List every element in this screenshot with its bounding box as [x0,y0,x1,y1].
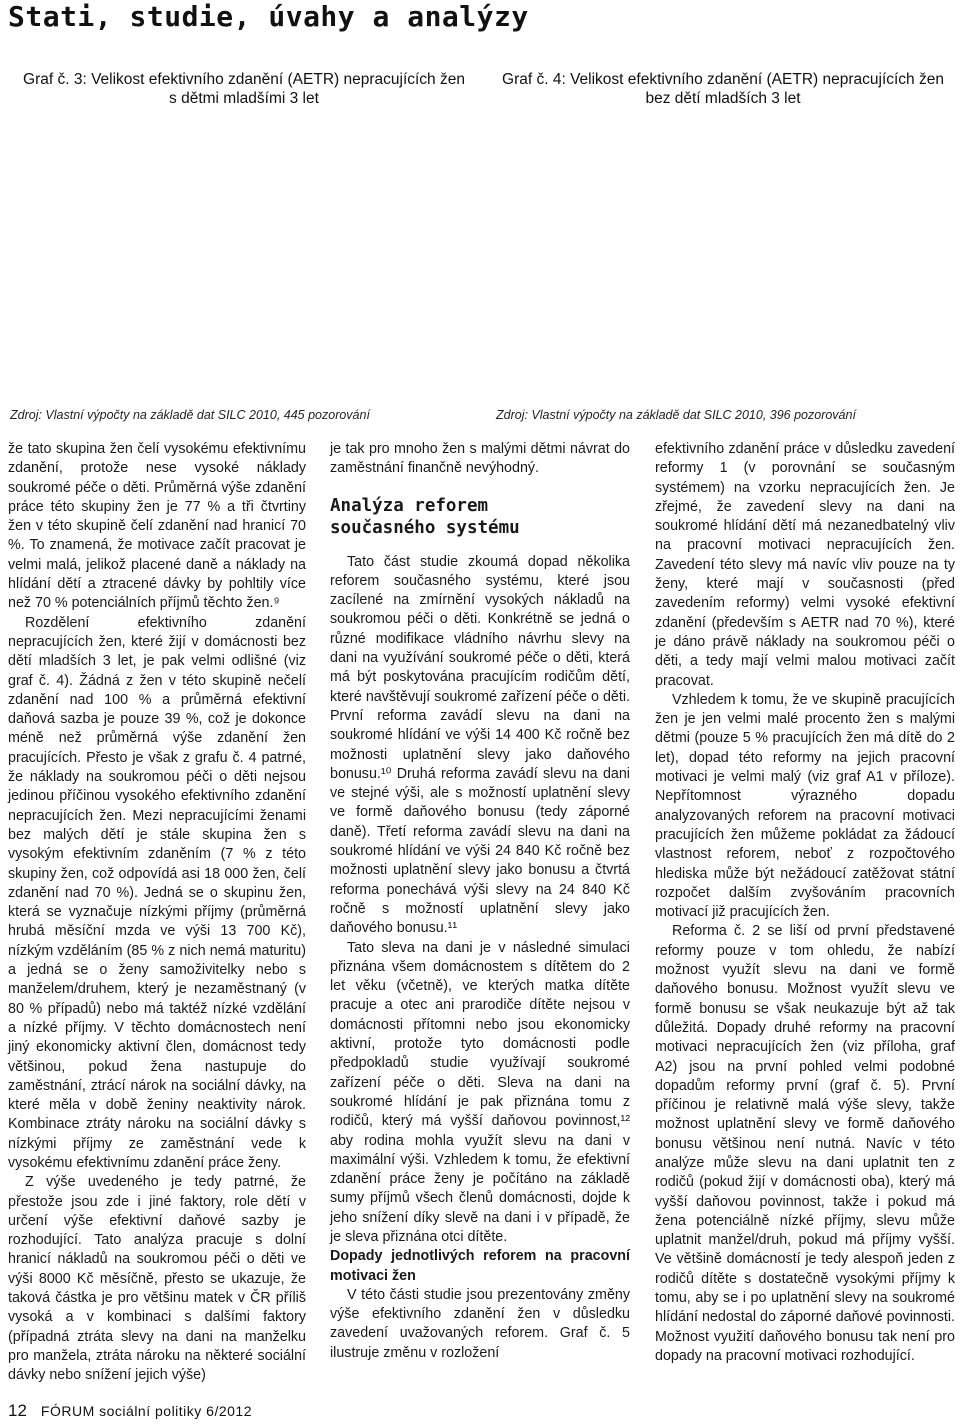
journal-name: FÓRUM sociální politiky 6/2012 [40,1403,252,1419]
text-column-3 [655,440,955,1366]
section-title: Stati, studie, úvahy a analýzy [8,0,529,33]
graf3-caption [10,70,478,108]
graf4-source: Zdroj: Vlastní výpočty na základě dat SILC 2010, 396 pozorování [496,408,856,422]
col2-paragraph-4: V této části studie jsou prezentovány změny výše efektivního zdanění žen v důsledku zavedení uvažovaných reforem. Graf č. 5 ilustruje změnu v rozložení [330,1286,630,1361]
col1-paragraph-1: že tato skupina žen čelí vysokému efektivnímu zdanění, protože nese vysoké náklady soukromé péče o děti. Průměrná výše zdanění práce této skupiny žen je 77 % a tři čtvrtiny žen v této skupině čelí zdanění nad hranicí 70 %. To znamená, že motivace začít pracovat je velmi malá, jelikož placené daně a náklady na hlídání dětí a ztracené dávky by pohltily více než 70 % potenciálních příjmů těchto žen.⁹ [8,441,306,612]
text-column-1 [8,440,306,1386]
page-footer [8,1401,252,1421]
graf4-caption-line1: Graf č. 4: Velikost efektivního zdanění (AETR) nepracujících žen [502,71,944,88]
text-column-2 [330,440,630,1363]
graf4-caption-line2: bez dětí mladších 3 let [645,90,801,107]
col2-paragraph-1: je tak pro mnoho žen s malými dětmi návrat do zaměstnání finančně nevýhodný. [330,441,630,477]
col2-heading-line2: současného systému [330,517,520,538]
col3-paragraph-1: efektivního zdanění práce v důsledku zavedení reformy 1 (v porovnání se současným systémem) na vzorku nepracujících žen. Je zřejmé, že zavedení slevy na dani na soukromé hlídání dětí má nezanedbatelný vliv na pracovní motivaci nepracujících žen. Zavedení této slevy má navíc vliv pouze na ty ženy, které mají v současnosti (před zavedením reformy) velmi vysoké efektivní zdanění (především s AETR nad 70 %), které je dáno právě náklady na soukromou péči o děti, a tedy mají velmi malou motivaci začít pracovat. [655,441,955,689]
col2-heading-analyza-reforem [330,495,630,539]
graf3-figure-area [10,112,478,402]
col2-heading-dopady: Dopady jednotlivých reforem na pracovní motivaci žen [330,1248,630,1284]
graf4-figure-area [490,112,956,402]
graf3-caption-line1: Graf č. 3: Velikost efektivního zdanění (AETR) nepracujících žen [23,71,465,88]
col2-paragraph-2: Tato část studie zkoumá dopad několika reforem současného systému, které jsou zacílené na zmírnění vysokých nákladů na soukromou péči o děti. Konkrétně se jedná o různé modifikace vládního návrhu slevy na dani na využívání soukromé péče o děti, která má být poskytována pracujícím rodičům dětí, které navštěvují soukromé zařízení péče o děti. První reforma zavádí slevu na dani na soukromé hlídání ve výši 14 400 Kč ročně bez možnosti uplatnění slevy jako daňového bonusu.¹⁰ Druhá reforma zavádí slevu na dani ve stejné výši, ale s možností uplatnění slevy ve formě daňového bonusu (tedy záporné daně). Třetí reforma zavádí slevu na dani na soukromé hlídání ve výši 24 840 Kč ročně bez možnosti uplatnění slevy jako bonusu a čtvrtá reforma ponechává výši slevy na 24 840 Kč ročně s možností uplatnění slevy jako daňového bonusu.¹¹ [330,553,630,937]
col2-heading-line1: Analýza reforem [330,495,489,516]
col1-paragraph-3: Z výše uvedeného je tedy patrné, že přestože jsou zde i jiné faktory, role dětí v určení výše efektivní daňové sazby je rozhodující. Tato analýza pracuje s dolní hranicí nákladů na soukromou péči o děti ve výši 8000 Kč měsíčně, přesto se ukazuje, že taková částka je pro většinu matek v ČR příliš vysoká a v kombinaci s dalšími faktory (případná ztráta slevy na dani na manželku pro manžela, ztráta nároku na některé sociální dávky nebo snížení jejich výše) [8,1174,306,1384]
col2-paragraph-3: Tato sleva na dani je v následné simulaci přiznána všem domácnostem s dítětem do 2 let věku (včetně), ve kterých matka dítěte pracuje a otec ani prarodiče dítěte nejsou v domácnosti přítomni nebo jsou ekonomicky aktivní, protože tyto domácnosti podle předpokladů studie využívají soukromé zařízení péče o děti. Sleva na dani na soukromé hlídání je pak přiznána tomu z rodičů, který má vyšší daňovou povinnost,¹² aby rodina mohla využít slevu na dani v maximální výši. Vzhledem k tomu, že efektivní zdanění práce ženy je počítáno na základě sumy příjmů všech členů domácnosti, dojde k jeho snížení díky slevě na dani i v případě, že je sleva přiznána otci dítěte. [330,939,630,1245]
graf3-source: Zdroj: Vlastní výpočty na základě dat SILC 2010, 445 pozorování [10,408,370,422]
graf3-caption-line2: s dětmi mladšími 3 let [169,90,319,107]
col1-paragraph-2: Rozdělení efektivního zdanění nepracujících žen, které žijí v domácnosti bez dětí mladších 3 let, je pak velmi odlišné (viz graf č. 4). Žádná z žen v této skupině nečelí zdanění nad 100 % a průměrná efektivní daňová sazba je pouze 39 %, což je dokonce méně než průměrná výše zdanění žen pracujících. Přesto je však z grafu č. 4 patrné, že náklady na soukromou péči o děti nejsou jedinou příčinou vysokého efektivního zdanění nepracujících žen. Mezi nepracujícími ženami bez malých dětí je stále skupina žen s vysokým efektivním zdaněním (7 % z této skupiny žen, což odpovídá asi 18 000 žen, čelí zdanění nad 70 %). Jedná se o skupinu žen, která se vyznačuje nízkými příjmy (průměrná hrubá měsíční mzda ve výši 13 700 Kč), nízkým vzděláním (85 % z nich nemá maturitu) a jedná se o ženy samoživitelky nebo s manželem/druhem, který je nezaměstnaný (v 80 % případů) nebo má taktéž nízké vzdělání a nízké příjmy. V těchto domácnostech není jiný ekonomicky aktivní člen, domácnost tedy většinou, pokud žena nastupuje do zaměstnání, ztrácí nárok na sociální dávky, na které měla v době ženiny neaktivity nárok. Kombinace ztráty nároku na sociální dávky s nízkými příjmy ze zaměstnání vede k vysokému efektivnímu zdanění práce ženy. [8,614,306,1171]
col3-paragraph-2: Vzhledem k tomu, že ve skupině pracujících žen je jen velmi malé procento žen s malými dětmi (pouze 5 % pracujících žen má dítě do 2 let), dopad této reformy na jejich pracovní motivaci je velmi malý (viz graf A1 v příloze). Nepřítomnost výrazného dopadu analyzovaných reforem na pracovní motivaci pracujících žen můžeme pokládat za žádoucí vlastnost reforem, neboť z rozpočtového hlediska může být nežádoucí zatěžovat státní rozpočet dalším zvyšováním pracovních motivací již pracujících žen. [655,691,955,921]
page-number: 12 [8,1401,27,1420]
graf4-caption [490,70,956,108]
col3-paragraph-3: Reforma č. 2 se liší od první představené reformy pouze v tom ohledu, že nabízí možnost využít slevu na dani ve formě daňového bonusu. Možnost využít slevu ve formě bonusu se však neukazuje být až tak důležitá. Dopady druhé reformy na pracovní motivaci nepracujících žen (viz příloha, graf A2) jsou na první pohled velmi podobné dopadům reformy první (graf č. 5). První příčinou je relativně malá výše slevy, takže možnost uplatnění slevy ve formě daňového bonusu většinou není nutná. Navíc v této analýze může slevu na dani uplatnit ten z rodičů (pokud žijí v domácnosti oba), který má vyšší daňovou povinnost, takže i pokud má žena potenciálně nízké příjmy, slevu může uplatnit manžel/druh, pokud má příjmy vyšší. Ve většině domácností je tedy alespoň jeden z rodičů dítěte s dostatečně vysokými příjmy k tomu, aby se i po uplatnění slevy na soukromé hlídání nedostal do záporné daňové povinnosti. Možnost využití daňového bonusu tak není pro dopady na pracovní motivaci rozhodující. [655,923,955,1364]
